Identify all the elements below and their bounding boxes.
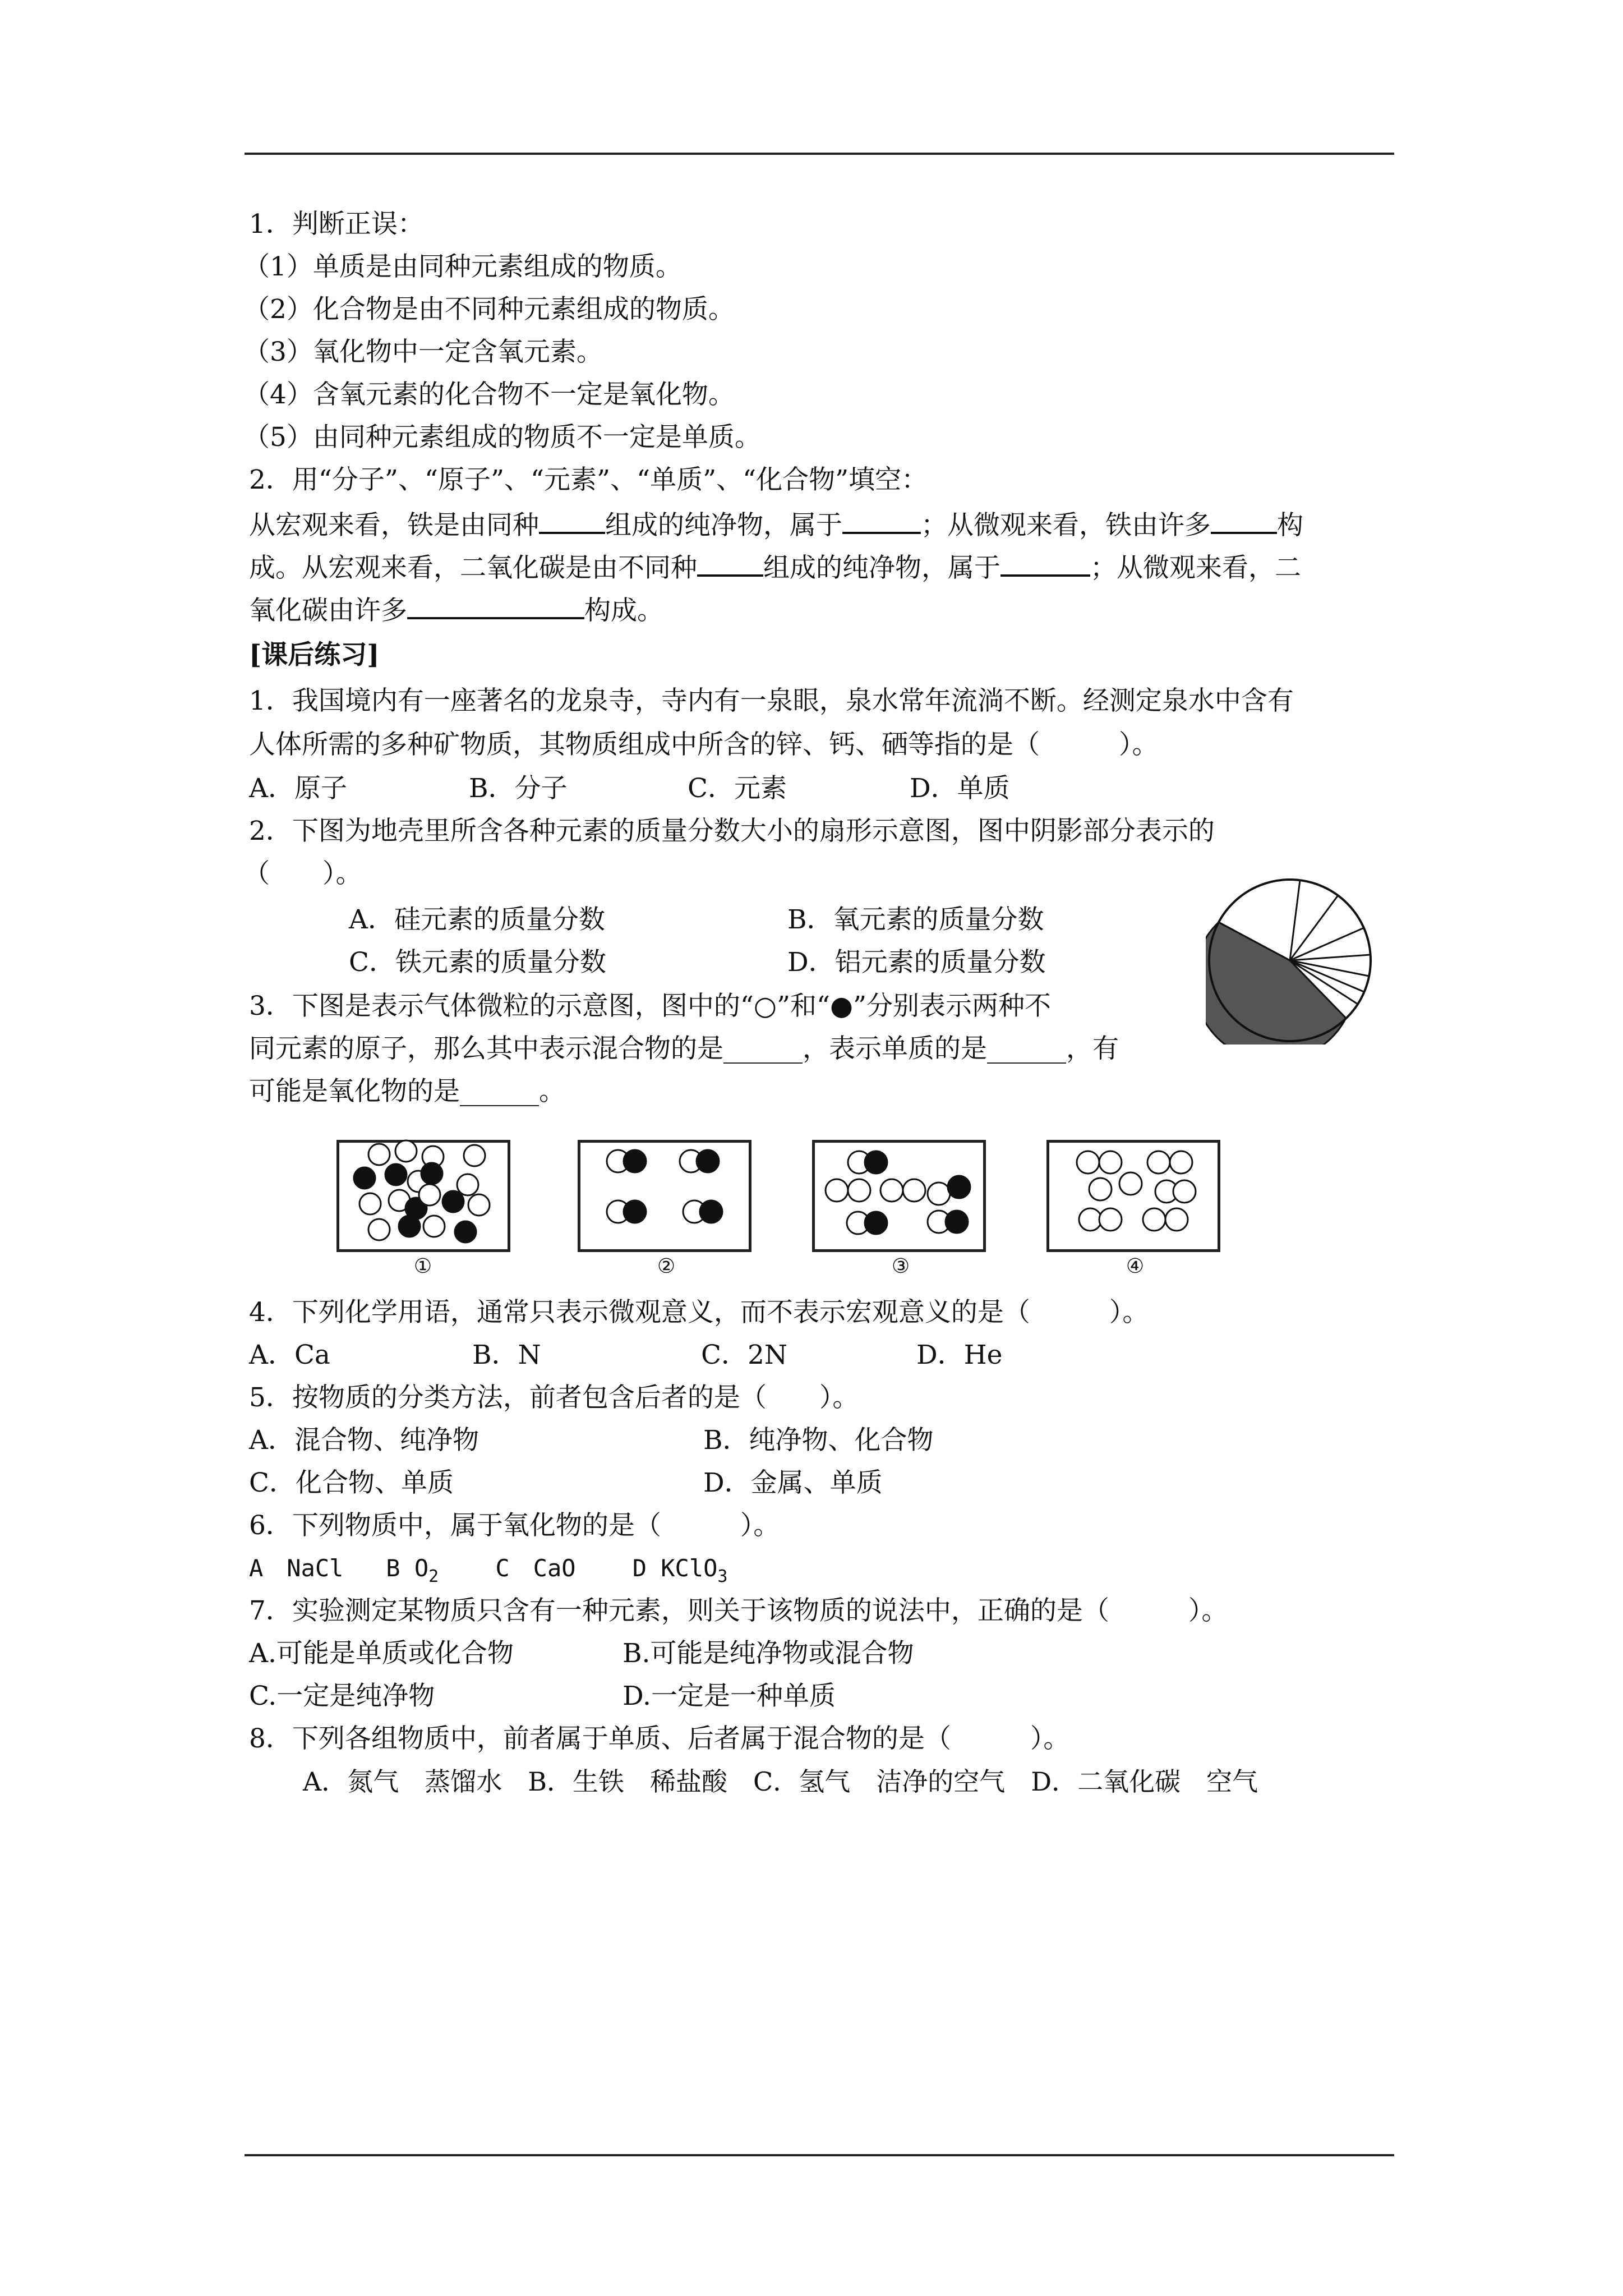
diagram-caption-3: ③: [891, 1255, 910, 1278]
statement-3: （3）氧化物中一定含氧元素。: [243, 337, 603, 367]
fill-line-3: [249, 591, 663, 628]
q1-option-b[interactable]: B．分子: [469, 773, 568, 804]
q2-line1: 2．下图为地壳里所含各种元素的质量分数大小的扇形示意图，图中阴影部分表示的: [249, 816, 1215, 846]
q1-option-a[interactable]: A．原子: [249, 773, 347, 804]
q6-option-d[interactable]: D KClO$_3$: [632, 1554, 728, 1586]
q1-line2: 人体所需的多种矿物质，其物质组成中所含的锌、钙、硒等指的是（ ）。: [249, 729, 1159, 760]
q7-option-c[interactable]: C.一定是纯净物: [249, 1681, 435, 1711]
q5-option-d[interactable]: D．金属、单质: [703, 1467, 883, 1498]
text: 构: [1277, 510, 1303, 541]
q7-option-b[interactable]: B.可能是纯净物或混合物: [623, 1638, 914, 1669]
box2-particles: [607, 1150, 722, 1223]
text: ；从微观来看，铁由许多: [921, 510, 1211, 541]
header-rule: [245, 153, 1394, 155]
fill-blank[interactable]: [1211, 506, 1277, 534]
q6-option-c[interactable]: C CaO: [495, 1554, 576, 1582]
q6-options: [249, 1552, 727, 1594]
text: ；从微观来看，二: [1090, 553, 1301, 583]
statement-2: （2）化合物是由不同种元素组成的物质。: [243, 294, 735, 325]
q1-option-d[interactable]: D．单质: [910, 773, 1010, 804]
diagram-caption-4: ④: [1126, 1255, 1145, 1278]
fill-blank[interactable]: [842, 506, 921, 534]
q4-option-c[interactable]: C．2N: [701, 1340, 787, 1370]
q2-option-b[interactable]: B．氧元素的质量分数: [787, 904, 1044, 935]
q3-line3: 可能是氧化物的是______。: [249, 1076, 565, 1107]
particle-diagrams: [0, 1122, 1623, 1301]
diagram-caption-1: ①: [413, 1255, 432, 1278]
practice-title: [课后练习]: [249, 639, 380, 670]
fill-blank[interactable]: [407, 591, 584, 619]
q8-options[interactable]: A．氮气 蒸馏水 B．生铁 稀盐酸 C．氢气 洁净的空气 D．二氧化碳 空气: [303, 1766, 1258, 1797]
q8-line1: 8．下列各组物质中，前者属于单质、后者属于混合物的是（ ）。: [249, 1723, 1070, 1754]
q6-line1: 6．下列物质中，属于氧化物的是（ ）。: [249, 1510, 780, 1541]
statement-4: （4）含氧元素的化合物不一定是氧化物。: [243, 379, 735, 410]
q3-line2: 同元素的原子，那么其中表示混合物的是______，表示单质的是______，有: [249, 1033, 1119, 1064]
text: 组成的纯净物，属于: [763, 553, 1000, 583]
statement-5: （5）由同种元素组成的物质不一定是单质。: [243, 422, 761, 453]
box3-particles: [826, 1151, 970, 1234]
footer-rule: [245, 2154, 1394, 2156]
q3-line1: 3．下图是表示气体微粒的示意图，图中的“○”和“●”分别表示两种不: [249, 991, 1052, 1022]
q7-option-a[interactable]: A.可能是单质或化合物: [249, 1638, 514, 1669]
fill-blank[interactable]: [697, 549, 763, 577]
q1-line1: 1．我国境内有一座著名的龙泉寺，寺内有一泉眼，泉水常年流淌不断。经测定泉水中含有: [249, 685, 1294, 716]
box1-particles: [354, 1140, 490, 1243]
q2-option-c[interactable]: C．铁元素的质量分数: [349, 947, 606, 978]
q4-option-b[interactable]: B．N: [472, 1340, 541, 1370]
fill-line-1: [249, 506, 1303, 542]
text: 从宏观来看，铁是由同种: [249, 510, 539, 541]
q7-line1: 7．实验测定某物质只含有一种元素，则关于该物质的说法中，正确的是（ ）。: [249, 1595, 1228, 1626]
statement-1: （1）单质是由同种元素组成的物质。: [243, 251, 682, 282]
fill-blank[interactable]: [539, 506, 605, 534]
q4-option-d[interactable]: D．He: [916, 1340, 1003, 1370]
crust-element-pie-figure: [1206, 876, 1374, 1045]
section2-heading: 2．用“分子”、“原子”、“元素”、“单质”、“化合物”填空：: [249, 464, 928, 495]
q6-option-b[interactable]: B $O_2$: [386, 1554, 439, 1586]
box4-particles: [1077, 1151, 1196, 1231]
diagram-caption-2: ②: [657, 1255, 676, 1278]
q5-line1: 5．按物质的分类方法，前者包含后者的是（ ）。: [249, 1382, 859, 1413]
fill-line-2: [249, 549, 1301, 585]
q4-option-a[interactable]: A．Ca: [249, 1340, 330, 1370]
q4-line1: 4．下列化学用语，通常只表示微观意义，而不表示宏观意义的是（ ）。: [249, 1297, 1149, 1328]
q2-option-d[interactable]: D．铝元素的质量分数: [787, 947, 1046, 978]
q1-option-c[interactable]: C．元素: [688, 773, 787, 804]
q2-option-a[interactable]: A．硅元素的质量分数: [349, 904, 605, 935]
q2-line2: （ ）。: [243, 858, 362, 889]
q5-option-b[interactable]: B．纯净物、化合物: [703, 1425, 934, 1456]
q7-option-d[interactable]: D.一定是一种单质: [623, 1681, 836, 1711]
q5-option-a[interactable]: A．混合物、纯净物: [249, 1425, 479, 1456]
text: 构成。: [584, 595, 663, 626]
fill-blank[interactable]: [1000, 549, 1090, 577]
text: 组成的纯净物，属于: [605, 510, 842, 541]
q6-option-a[interactable]: A NaCl: [249, 1554, 344, 1582]
text: 氧化碳由许多: [249, 595, 407, 626]
section1-heading: 1．判断正误：: [249, 209, 424, 240]
q5-option-c[interactable]: C．化合物、单质: [249, 1467, 454, 1498]
text: 成。从宏观来看，二氧化碳是由不同种: [249, 553, 697, 583]
